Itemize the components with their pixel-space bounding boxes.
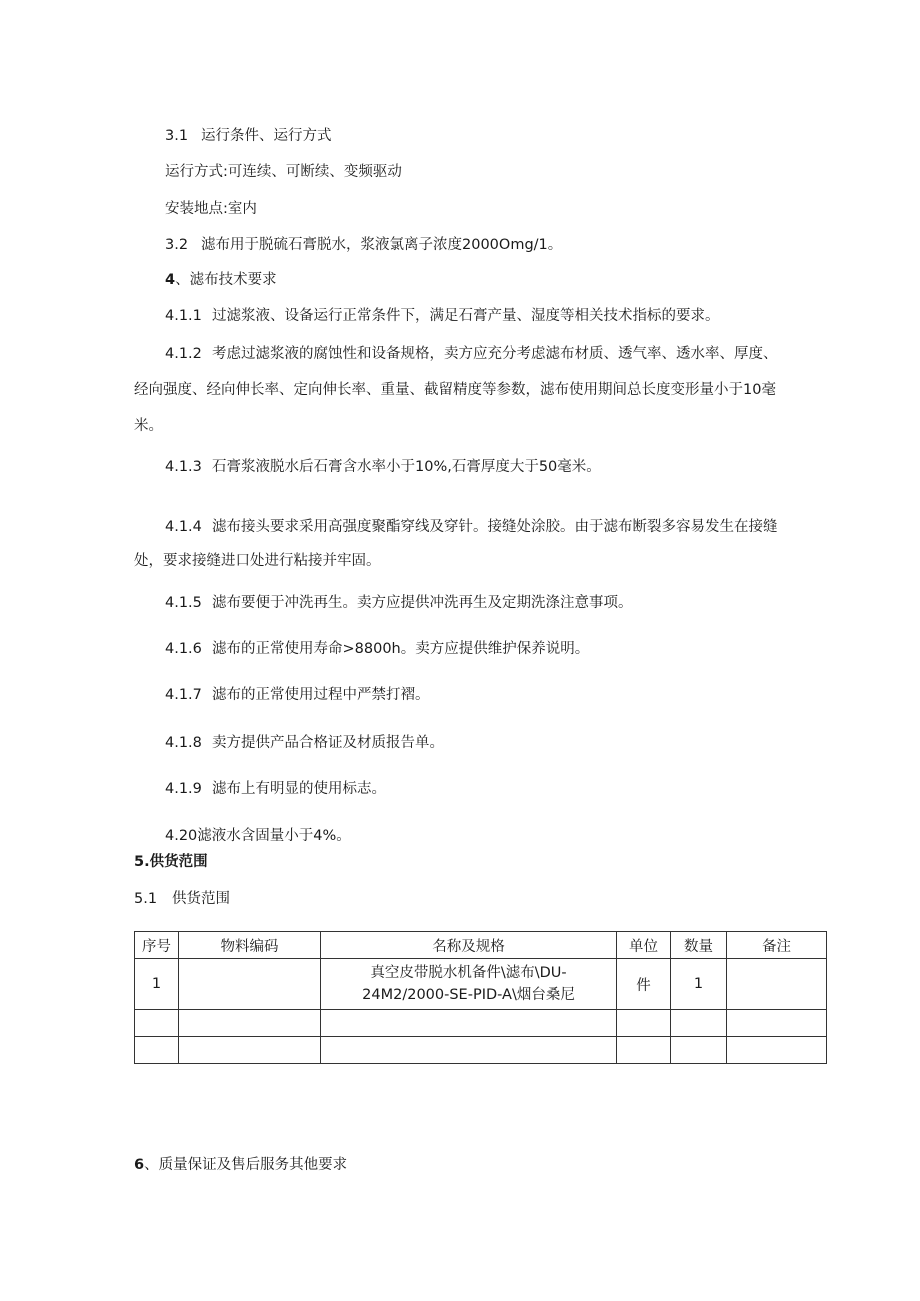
section-text: 过滤浆液、设备运行正常条件下，满足石膏产量、湿度等相关技术指标的要求。 bbox=[212, 308, 720, 324]
section-number: 4.1.7 bbox=[165, 687, 202, 703]
section-4-1-5 bbox=[165, 593, 633, 613]
section-4-1-4-line2: 处，要求接缝进口处进行粘接并牢固。 bbox=[134, 553, 381, 569]
section-4-1-6 bbox=[165, 639, 589, 659]
cell-empty bbox=[617, 1010, 671, 1037]
operation-mode: 运行方式:可连续、可断续、变频驱动 bbox=[165, 164, 402, 180]
section-number: 5.1 bbox=[134, 891, 158, 907]
section-text: 滤布接头要求采用高强度聚酯穿线及穿针。接缝处涂胶。由于滤布断裂多容易发生在接缝 bbox=[212, 519, 778, 535]
cell-empty bbox=[321, 1037, 617, 1064]
cell-empty bbox=[321, 1010, 617, 1037]
section-text: 石膏浆液脱水后石膏含水率小于10%,石膏厚度大于50毫米。 bbox=[212, 459, 601, 475]
cell-code bbox=[179, 959, 321, 1010]
header-unit: 单位 bbox=[617, 932, 671, 959]
section-number: 4.1.3 bbox=[165, 459, 202, 475]
section-3-2 bbox=[165, 235, 562, 255]
cell-empty bbox=[671, 1037, 727, 1064]
section-title: 、质量保证及售后服务其他要求 bbox=[144, 1157, 348, 1173]
section-text: 滤布要便于冲洗再生。卖方应提供冲洗再生及定期洗涤注意事项。 bbox=[212, 595, 633, 611]
cell-qty: 1 bbox=[671, 959, 727, 1010]
table-header-row bbox=[135, 932, 827, 959]
section-4-1-2-line2: 经向强度、经向伸长率、定向伸长率、重量、截留精度等参数，滤布使用期间总长度变形量小于10毫 bbox=[134, 382, 776, 398]
section-4-1-1 bbox=[165, 306, 720, 326]
header-note: 备注 bbox=[727, 932, 827, 959]
header-seq: 序号 bbox=[135, 932, 179, 959]
header-name: 名称及规格 bbox=[321, 932, 617, 959]
section-6-heading bbox=[134, 1155, 347, 1175]
cell-unit: 件 bbox=[617, 959, 671, 1010]
section-text: 滤布的正常使用过程中严禁打褶。 bbox=[212, 687, 430, 703]
section-number: 4.1.5 bbox=[165, 595, 202, 611]
cell-empty bbox=[671, 1010, 727, 1037]
section-title: 运行条件、运行方式 bbox=[201, 128, 332, 144]
cell-name-line2: 24M2/2000-SE-PID-A\烟台桑尼 bbox=[362, 987, 575, 1003]
section-4-20: 4.20滤液水含固量小于4%。 bbox=[165, 828, 351, 844]
table-row bbox=[135, 1037, 827, 1064]
section-number: 6 bbox=[134, 1157, 145, 1173]
section-number: 4.1.6 bbox=[165, 641, 202, 657]
section-number: 4.1.1 bbox=[165, 308, 202, 324]
section-title: 、滤布技术要求 bbox=[175, 272, 277, 288]
section-4-1-3 bbox=[165, 457, 601, 477]
section-4-1-2-line3: 米。 bbox=[134, 418, 163, 434]
table-row bbox=[135, 959, 827, 1010]
table-row bbox=[135, 1010, 827, 1037]
section-4-heading bbox=[165, 270, 277, 290]
section-number: 4.1.4 bbox=[165, 519, 202, 535]
supply-table bbox=[134, 931, 827, 1064]
header-code: 物料编码 bbox=[179, 932, 321, 959]
section-4-1-9 bbox=[165, 779, 386, 799]
cell-name bbox=[321, 959, 617, 1010]
section-4-1-8 bbox=[165, 733, 444, 753]
section-text: 滤布用于脱硫石膏脱水，浆液氯离子浓度2000Omg/1。 bbox=[201, 237, 563, 253]
section-4-1-7 bbox=[165, 685, 430, 705]
section-text: 考虑过滤浆液的腐蚀性和设备规格，卖方应充分考虑滤布材质、透气率、透水率、厚度、 bbox=[212, 346, 778, 362]
cell-empty bbox=[135, 1037, 179, 1064]
section-5-heading: 5.供货范围 bbox=[134, 854, 208, 870]
install-location: 安装地点:室内 bbox=[165, 201, 257, 217]
cell-empty bbox=[617, 1037, 671, 1064]
cell-empty bbox=[727, 1037, 827, 1064]
section-text: 滤布的正常使用寿命>8800h。卖方应提供维护保养说明。 bbox=[212, 641, 590, 657]
cell-empty bbox=[179, 1010, 321, 1037]
cell-seq: 1 bbox=[135, 959, 179, 1010]
section-number: 4.1.8 bbox=[165, 735, 202, 751]
section-title: 供货范围 bbox=[172, 891, 230, 907]
section-text: 卖方提供产品合格证及材质报告单。 bbox=[212, 735, 444, 751]
cell-empty bbox=[135, 1010, 179, 1037]
section-text: 滤布上有明显的使用标志。 bbox=[212, 781, 386, 797]
header-qty: 数量 bbox=[671, 932, 727, 959]
cell-empty bbox=[727, 1010, 827, 1037]
section-number: 3.2 bbox=[165, 237, 189, 253]
cell-note bbox=[727, 959, 827, 1010]
cell-empty bbox=[179, 1037, 321, 1064]
section-4-1-2-line1 bbox=[165, 344, 778, 364]
section-number: 4.1.9 bbox=[165, 781, 202, 797]
section-3-1 bbox=[165, 126, 332, 146]
section-5-1 bbox=[134, 889, 230, 909]
cell-name-line1: 真空皮带脱水机备件\滤布\DU- bbox=[370, 965, 567, 981]
section-4-1-4-line1 bbox=[165, 517, 778, 537]
section-number: 4 bbox=[165, 272, 176, 288]
section-number: 3.1 bbox=[165, 128, 189, 144]
section-number: 4.1.2 bbox=[165, 346, 202, 362]
